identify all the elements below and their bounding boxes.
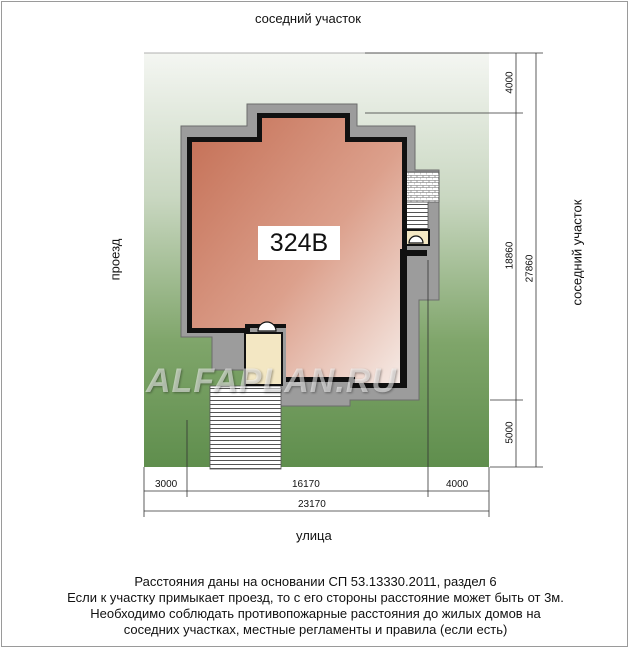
dim-house-depth: 18860	[504, 241, 516, 270]
dim-bottom-setback: 5000	[504, 421, 516, 444]
street-label: улица	[296, 528, 332, 543]
watermark: ALFAPLAN.RU	[146, 362, 397, 400]
dim-right-setback: 4000	[446, 479, 469, 490]
note-line: соседних участках, местные регламенты и правила (если есть)	[123, 622, 508, 637]
brick-porch	[406, 172, 439, 202]
note-line: Если к участку примыкает проезд, то с его стороны расстояние может быть от 3м.	[67, 590, 564, 605]
left-driveway-label: проезд	[107, 238, 123, 281]
dim-total-depth: 27860	[524, 254, 536, 283]
note-line: Расстояния даны на основании СП 53.13330.2011, раздел 6	[134, 574, 497, 589]
dim-left-setback: 3000	[155, 479, 178, 490]
side-stairs	[406, 202, 428, 230]
right-neighbor-label: соседний участок	[569, 199, 585, 306]
dim-house-width: 16170	[292, 479, 320, 490]
top-neighbor-label: соседний участок	[255, 11, 361, 26]
house-code-label: 324В	[258, 226, 340, 260]
note-line: Необходимо соблюдать противопожарные расстояния до жилых домов на	[90, 606, 541, 621]
dim-total-width: 23170	[298, 499, 326, 510]
notes-block	[0, 574, 631, 638]
dim-top-setback: 4000	[504, 71, 516, 94]
